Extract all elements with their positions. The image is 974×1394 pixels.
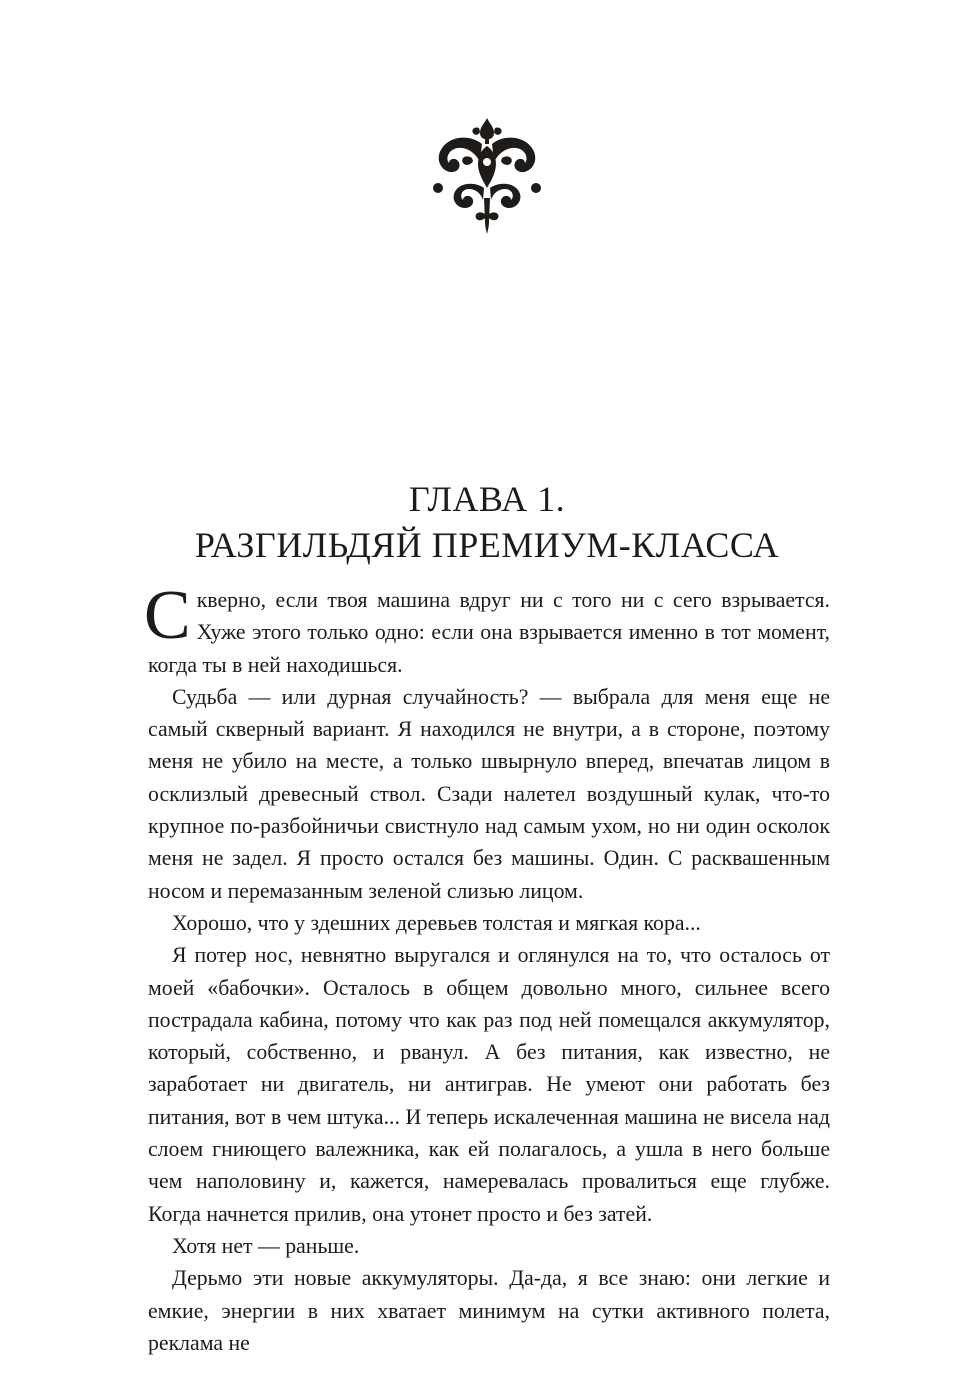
paragraph: Хотя нет — раньше.	[171, 1233, 360, 1258]
chapter-body	[144, 577, 830, 1359]
paragraph: Судьба — или дурная случайность? — выбрала для меня еще не самый скверный вариант. Я находился не внутри, а в стороне, поэтому меня не убило на месте, а только швырнуло вперед, впечатав лицом в осклизлый древесный ствол. Сзади налетел воздушный кулак, что-то крупное по-разбойничьи свистнуло над самым ухом, но ни один осколок меня не задел. Я просто остался без машины. Один. С расквашенным носом и перемазанным зеленой слизью лицом.	[148, 684, 830, 903]
paragraph: Хорошо, что у здешних деревьев толстая и мягкая кора...	[171, 910, 701, 935]
paragraph-first	[144, 577, 830, 681]
paragraph: Дерьмо эти новые аккумуляторы. Да-да, я все знаю: они легкие и емкие, энергии в них хватает минимум на сутки активного полета, реклама не	[148, 1266, 830, 1355]
chapter-number: ГЛАВА 1.	[408, 479, 566, 519]
paragraph: Я потер нос, невнятно выругался и оглянулся на то, что осталось от моей «бабочки». Осталось в общем довольно много, сильнее всего пострадала кабина, потому что как раз под ней помещался аккумулятор, который, собственно, и рванул. А без питания, как известно, не заработает ни двигатель, ни антиграв. Не умеют они работать без питания, вот в чем штука... И теперь искалеченная машина не висела над слоем гниющего валежника, как ей полагалось, а ушла в него больше чем наполовину и, кажется, намеревалась провалиться еще глубже. Когда начнется прилив, она утонет просто и без затей.	[148, 943, 830, 1226]
chapter-title: РАЗГИЛЬДЯЙ ПРЕМИУМ-КЛАССА	[194, 525, 780, 565]
drop-cap: С	[144, 577, 191, 654]
paragraph-first-text: кверно, если твоя машина вдруг ни с того ни с сего взрывается. Хуже этого только одно: если она взрывается именно в тот момент, когда ты в ней находишься.	[148, 588, 830, 677]
fleuron-ornament-icon	[432, 118, 542, 234]
